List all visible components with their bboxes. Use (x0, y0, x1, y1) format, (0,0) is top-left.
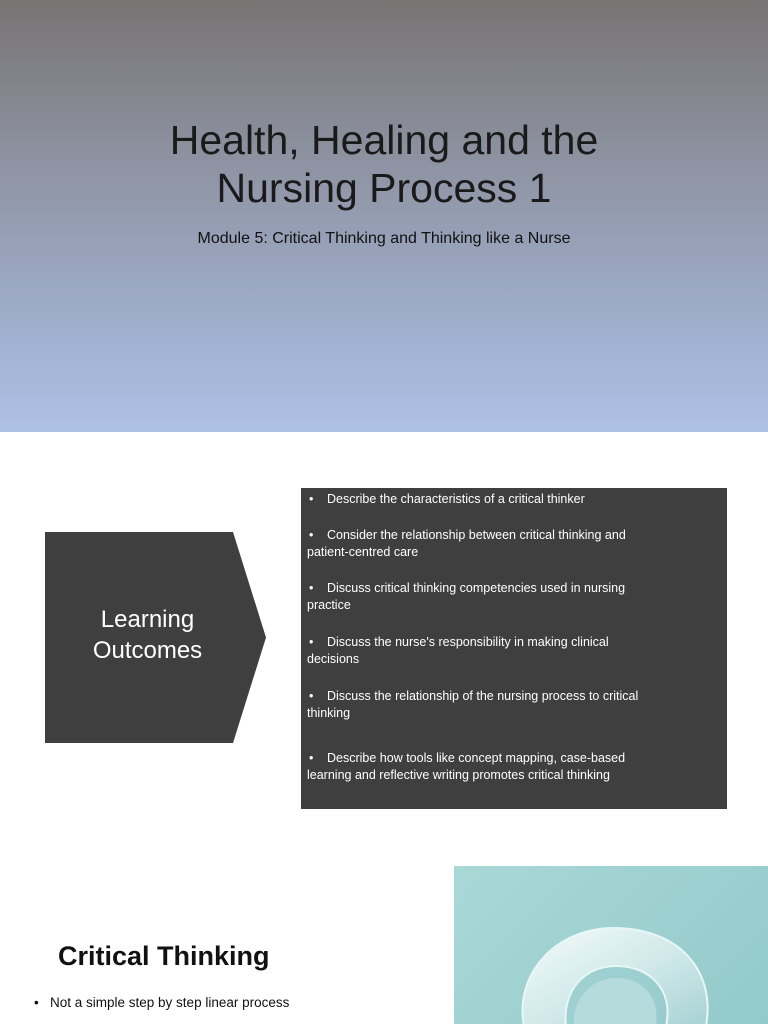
outcome-item (307, 527, 719, 562)
list-item-text: Not a simple step by step linear process (50, 995, 290, 1010)
outcome-text: Discuss critical thinking competencies used in nursing practice (307, 580, 626, 612)
list-item (34, 994, 434, 1012)
title-slide (0, 0, 768, 432)
outcome-text: Discuss the relationship of the nursing process to critical thinking (307, 688, 639, 720)
critical-thinking-slide (0, 864, 768, 1024)
outcome-item (307, 750, 719, 785)
outcome-text: Discuss the nurse's responsibility in making clinical decisions (307, 634, 609, 666)
bullet-icon: • (309, 580, 314, 595)
presentation-title (84, 116, 684, 212)
outcome-item (307, 580, 719, 615)
bullet-icon: • (309, 527, 314, 542)
bullet-icon: • (309, 492, 314, 506)
bullet-list (34, 994, 434, 1020)
chevron-label (45, 604, 250, 666)
question-mark-image (454, 866, 768, 1024)
presentation-subtitle: Module 5: Critical Thinking and Thinking like a Nurse (197, 230, 571, 247)
title-line-2: Nursing Process 1 (216, 165, 552, 211)
question-mark-icon (454, 866, 768, 1024)
bullet-icon: • (34, 995, 39, 1010)
outcomes-panel (301, 488, 727, 809)
outcome-text: Describe how tools like concept mapping, case-based learning and reflective writing promotes critical thinking (307, 750, 626, 782)
outcome-text: Describe the characteristics of a critical thinker (327, 492, 585, 506)
title-line-1: Health, Healing and the (169, 117, 599, 163)
chevron-label-line-2: Outcomes (92, 637, 203, 664)
outcome-item (307, 634, 719, 669)
bullet-icon: • (309, 688, 314, 703)
outcome-item (307, 491, 719, 509)
slide-title: Critical Thinking (58, 941, 270, 971)
bullet-icon: • (309, 634, 314, 649)
outcome-item (307, 688, 719, 723)
chevron-label-line-1: Learning (100, 606, 195, 633)
outcome-text: Consider the relationship between critical thinking and patient-centred care (307, 527, 626, 559)
learning-outcomes-slide (0, 432, 768, 864)
bullet-icon: • (309, 750, 314, 765)
